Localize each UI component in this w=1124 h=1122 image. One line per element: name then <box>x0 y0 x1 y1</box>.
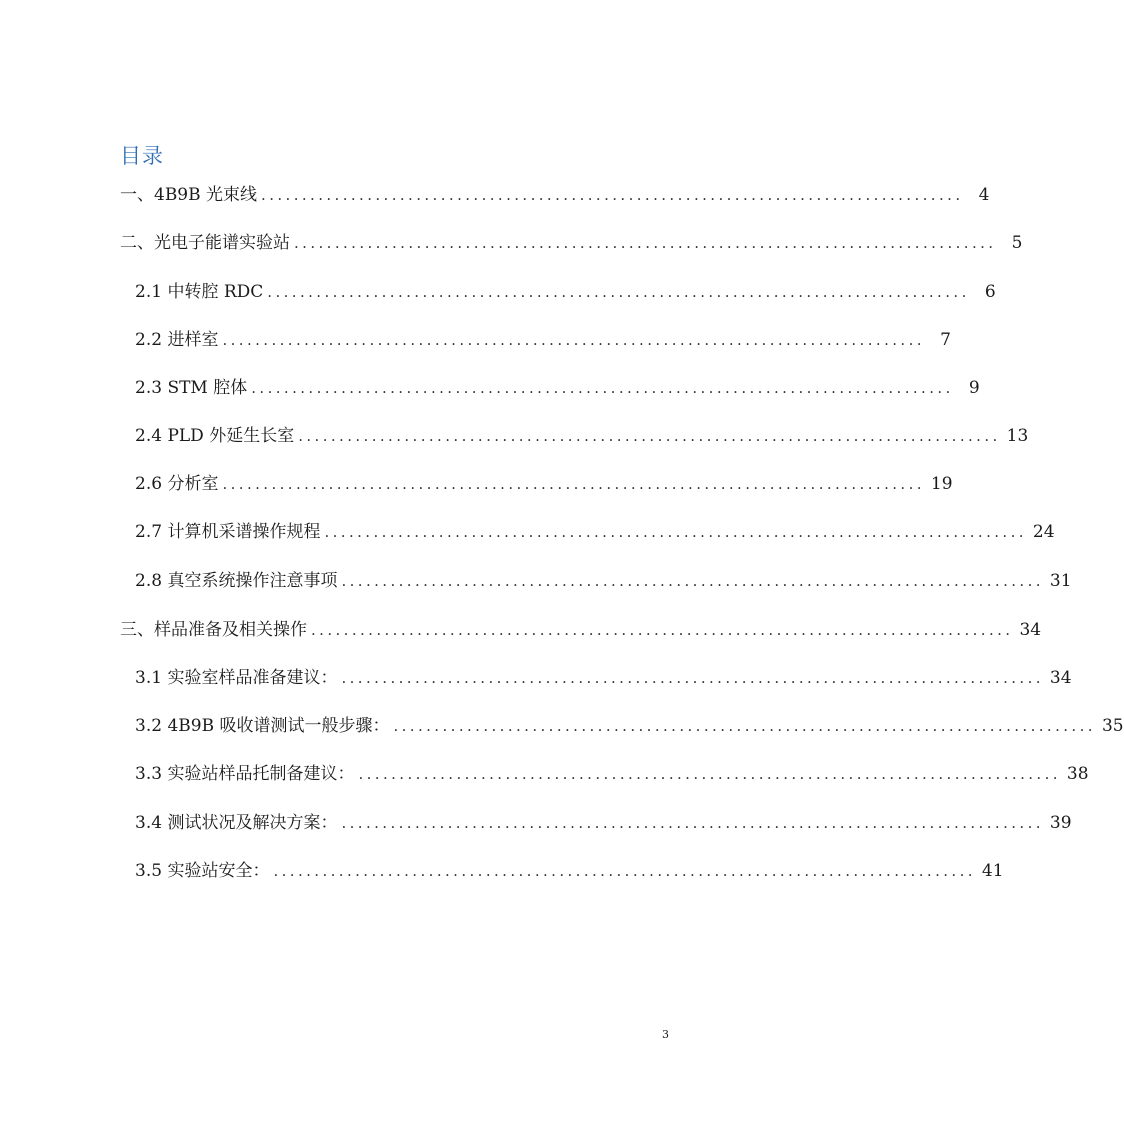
toc-entry[interactable] <box>135 758 1089 790</box>
toc-title: 目录 <box>120 144 164 168</box>
toc-entry[interactable] <box>135 710 1124 742</box>
toc-entry[interactable] <box>135 372 980 404</box>
toc-leader-dots: ...................................................................................... <box>324 523 1027 541</box>
toc-leader-dots: ...................................................................................... <box>261 186 964 204</box>
toc-entry[interactable] <box>135 468 953 500</box>
toc-entry-page: 19 <box>930 474 953 494</box>
toc-entry-label: 3.2 4B9B 吸收谱测试一般步骤： <box>135 716 390 736</box>
toc-entry-page: 41 <box>981 861 1004 881</box>
toc-entry-page: 38 <box>1066 764 1089 784</box>
toc-leader-dots: ...................................................................................... <box>251 379 954 397</box>
toc-entry[interactable] <box>135 324 951 356</box>
toc-entry[interactable] <box>120 227 1023 259</box>
toc-entry-label: 一、4B9B 光束线 <box>120 185 258 205</box>
toc-entry-page: 31 <box>1049 571 1072 591</box>
toc-leader-dots: ...................................................................................... <box>341 669 1044 687</box>
toc-entry-page: 39 <box>1049 813 1072 833</box>
toc-entry-page: 7 <box>940 330 951 350</box>
toc-entry-label: 二、光电子能谱实验站 <box>120 233 290 253</box>
toc-entry-page: 6 <box>984 282 996 302</box>
toc-entry[interactable] <box>120 614 1042 646</box>
toc-leader-dots: ...................................................................................... <box>311 621 1014 639</box>
toc-entry-page: 9 <box>968 378 980 398</box>
toc-entry-label: 2.2 进样室 <box>135 330 219 350</box>
toc-entry[interactable] <box>135 565 1072 597</box>
toc-entry-label: 2.7 计算机采谱操作规程 <box>135 522 321 542</box>
toc-leader-dots: ...................................................................................... <box>267 283 970 301</box>
toc-entry[interactable] <box>120 179 990 211</box>
toc-entry-page: 34 <box>1049 668 1072 688</box>
toc-entry-label: 3.5 实验站安全： <box>135 861 270 881</box>
toc-leader-dots: ...................................................................................... <box>393 717 1096 735</box>
toc-leader-dots: ...................................................................................... <box>294 234 997 252</box>
toc-leader-dots: ...................................................................................... <box>222 475 925 493</box>
toc-entry[interactable] <box>135 516 1055 548</box>
toc-leader-dots: ...................................................................................... <box>358 765 1061 783</box>
toc-entry-page: 34 <box>1019 620 1042 640</box>
toc-entry-page: 4 <box>978 185 990 205</box>
toc-entry-label: 2.4 PLD 外延生长室 <box>135 426 295 446</box>
toc-leader-dots: ...................................................................................... <box>341 572 1044 590</box>
page-number: 3 <box>662 1028 669 1041</box>
toc-entry-label: 2.1 中转腔 RDC <box>135 282 264 302</box>
toc-entry[interactable] <box>135 807 1072 839</box>
toc-leader-dots: ...................................................................................... <box>273 862 976 880</box>
toc-entry-label: 3.1 实验室样品准备建议： <box>135 668 338 688</box>
toc-entry-label: 3.3 实验站样品托制备建议： <box>135 764 355 784</box>
toc-entry-label: 3.4 测试状况及解决方案： <box>135 813 338 833</box>
toc-entry[interactable] <box>135 420 1029 452</box>
toc-entry-page: 24 <box>1032 522 1055 542</box>
toc-entry-label: 2.6 分析室 <box>135 474 219 494</box>
toc-entry[interactable] <box>135 662 1072 694</box>
toc-leader-dots: ...................................................................................... <box>298 427 1001 445</box>
toc-entry[interactable] <box>135 855 1004 887</box>
toc-entry-label: 2.8 真空系统操作注意事项 <box>135 571 338 591</box>
toc-entry-page: 5 <box>1011 233 1023 253</box>
toc-entry-label: 三、样品准备及相关操作 <box>120 620 307 640</box>
toc-leader-dots: ...................................................................................... <box>222 331 925 349</box>
toc-entry-label: 2.3 STM 腔体 <box>135 378 248 398</box>
toc-leader-dots: ...................................................................................... <box>341 814 1044 832</box>
toc-entry-page: 35 <box>1101 716 1124 736</box>
toc-entry[interactable] <box>135 276 996 308</box>
toc-entry-page: 13 <box>1006 426 1029 446</box>
